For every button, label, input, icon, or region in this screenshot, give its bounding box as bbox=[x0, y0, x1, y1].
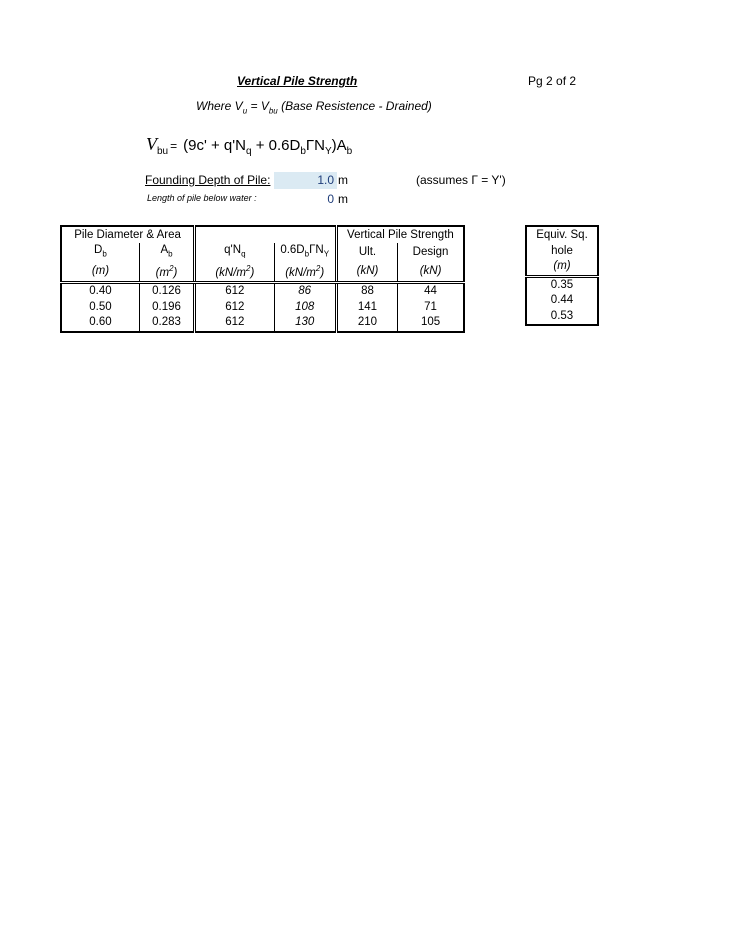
col-header-design: Design bbox=[398, 243, 464, 261]
unit-ab bbox=[139, 261, 194, 282]
formula-eq: = bbox=[170, 139, 178, 153]
cell-equiv: 0.44 bbox=[550, 294, 574, 307]
cell-gamma: 86 bbox=[274, 283, 336, 300]
col-gamma-sub-y: Y bbox=[323, 249, 330, 259]
group-header-blank-1 bbox=[195, 226, 274, 243]
page-title: Vertical Pile Strength bbox=[237, 74, 358, 88]
formula-part2-sub-b: b bbox=[300, 146, 306, 157]
where-sub-u: u bbox=[242, 106, 248, 116]
cell-ab: 0.196 bbox=[139, 300, 194, 316]
col-ab-text: A bbox=[160, 244, 169, 256]
col-gamma-a: 0.6D bbox=[280, 244, 305, 256]
cell-db: 0.60 bbox=[89, 316, 112, 329]
cell-design: 71 bbox=[398, 300, 464, 316]
cell-equiv: 0.35 bbox=[550, 278, 574, 291]
cell-qnq: 612 bbox=[195, 315, 274, 332]
cell-db: 0.40 bbox=[89, 285, 112, 298]
cell-qnq: 612 bbox=[195, 300, 274, 316]
where-mid: = V bbox=[247, 99, 269, 113]
table-row bbox=[61, 300, 464, 316]
unit-design: (kN) bbox=[398, 261, 464, 282]
col-db-sub: b bbox=[102, 249, 107, 259]
cell-db: 0.50 bbox=[89, 300, 112, 313]
formula-part2: + 0.6D bbox=[251, 137, 301, 154]
column-header-row bbox=[61, 243, 464, 261]
cell-qnq: 612 bbox=[195, 283, 274, 300]
table-row bbox=[526, 309, 598, 326]
group-header-row bbox=[61, 226, 464, 243]
formula-part3: )A bbox=[331, 137, 347, 154]
col-db-text: D bbox=[94, 244, 103, 256]
group-header-diameter: Pile Diameter & Area bbox=[74, 228, 181, 241]
unit-qnq-a: (kN/m bbox=[215, 267, 247, 280]
cell-design: 105 bbox=[398, 315, 464, 332]
formula bbox=[146, 134, 352, 157]
cell-design: 44 bbox=[398, 283, 464, 300]
where-prefix: Where V bbox=[196, 99, 243, 113]
cell-ult: 88 bbox=[336, 283, 397, 300]
assumes-note: (assumes Γ = Υ') bbox=[416, 173, 506, 187]
water-length-label: Length of pile below water : bbox=[147, 193, 257, 203]
col-header-ab bbox=[139, 243, 194, 261]
side-unit-row bbox=[526, 259, 598, 276]
unit-ab-b: ) bbox=[173, 267, 178, 280]
formula-part2-gamma: ΓN bbox=[305, 137, 325, 154]
side-header-2: hole bbox=[551, 244, 573, 257]
cell-ab: 0.283 bbox=[139, 315, 194, 332]
unit-gamma-sup: 2 bbox=[315, 264, 321, 274]
cell-ult: 210 bbox=[336, 315, 397, 332]
equiv-hole-table bbox=[525, 225, 599, 326]
where-sub-bu: bu bbox=[268, 106, 278, 116]
unit-ult: (kN) bbox=[336, 261, 397, 282]
unit-qnq-sup: 2 bbox=[246, 264, 251, 274]
col-qnq-sub: q bbox=[241, 249, 246, 259]
table-row bbox=[526, 293, 598, 309]
table-row bbox=[61, 283, 464, 300]
col-ab-sub: b bbox=[168, 249, 173, 259]
formula-lhs: V bbox=[146, 134, 157, 154]
side-unit: (m) bbox=[526, 259, 598, 276]
col-header-ult: Ult. bbox=[336, 243, 397, 261]
formula-lhs-sub: bu bbox=[157, 146, 169, 157]
col-header-qnq bbox=[195, 243, 274, 261]
cell-gamma: 130 bbox=[274, 315, 336, 332]
side-header-1: Equiv. Sq. bbox=[536, 228, 588, 241]
where-note bbox=[196, 99, 432, 115]
unit-ab-a: (m bbox=[155, 267, 170, 280]
water-length-value[interactable]: 0 bbox=[327, 192, 334, 206]
unit-row bbox=[61, 261, 464, 282]
pile-strength-table bbox=[60, 225, 465, 333]
col-gamma-b: ΓN bbox=[309, 244, 324, 256]
cell-gamma: 108 bbox=[274, 300, 336, 316]
side-header-row-2 bbox=[526, 243, 598, 259]
unit-db: (m) bbox=[61, 261, 139, 282]
page-number: Pg 2 of 2 bbox=[528, 74, 577, 88]
depth-label: Founding Depth of Pile: bbox=[145, 173, 271, 187]
cell-equiv: 0.53 bbox=[550, 309, 574, 322]
table-row bbox=[526, 276, 598, 293]
unit-gamma bbox=[274, 261, 336, 282]
formula-part1: (9c' + q'N bbox=[183, 137, 246, 154]
col-qnq-text: q'N bbox=[224, 244, 242, 256]
cell-ab: 0.126 bbox=[139, 283, 194, 300]
col-gamma-sub-b: b bbox=[304, 249, 310, 259]
unit-ab-sup: 2 bbox=[169, 264, 174, 274]
table-row bbox=[61, 315, 464, 332]
formula-part3-sub: b bbox=[346, 146, 353, 157]
formula-part1-sub: q bbox=[245, 146, 252, 157]
col-header-db bbox=[61, 243, 139, 261]
group-header-strength: Vertical Pile Strength bbox=[336, 226, 464, 243]
unit-gamma-a: (kN/m bbox=[285, 267, 316, 280]
unit-qnq bbox=[195, 261, 274, 282]
unit-gamma-b: ) bbox=[320, 267, 325, 280]
where-note-text: (Base Resistence - Drained) bbox=[277, 99, 432, 113]
unit-qnq-b: ) bbox=[250, 267, 255, 280]
col-header-gamma bbox=[274, 243, 336, 261]
group-header-blank-2 bbox=[274, 226, 336, 243]
cell-ult: 141 bbox=[336, 300, 397, 316]
formula-part2-sub-y: Y bbox=[325, 146, 332, 157]
depth-unit: m bbox=[338, 173, 348, 187]
depth-value[interactable]: 1.0 bbox=[317, 173, 334, 187]
water-length-unit: m bbox=[338, 192, 348, 206]
side-header-row-1 bbox=[526, 226, 598, 243]
